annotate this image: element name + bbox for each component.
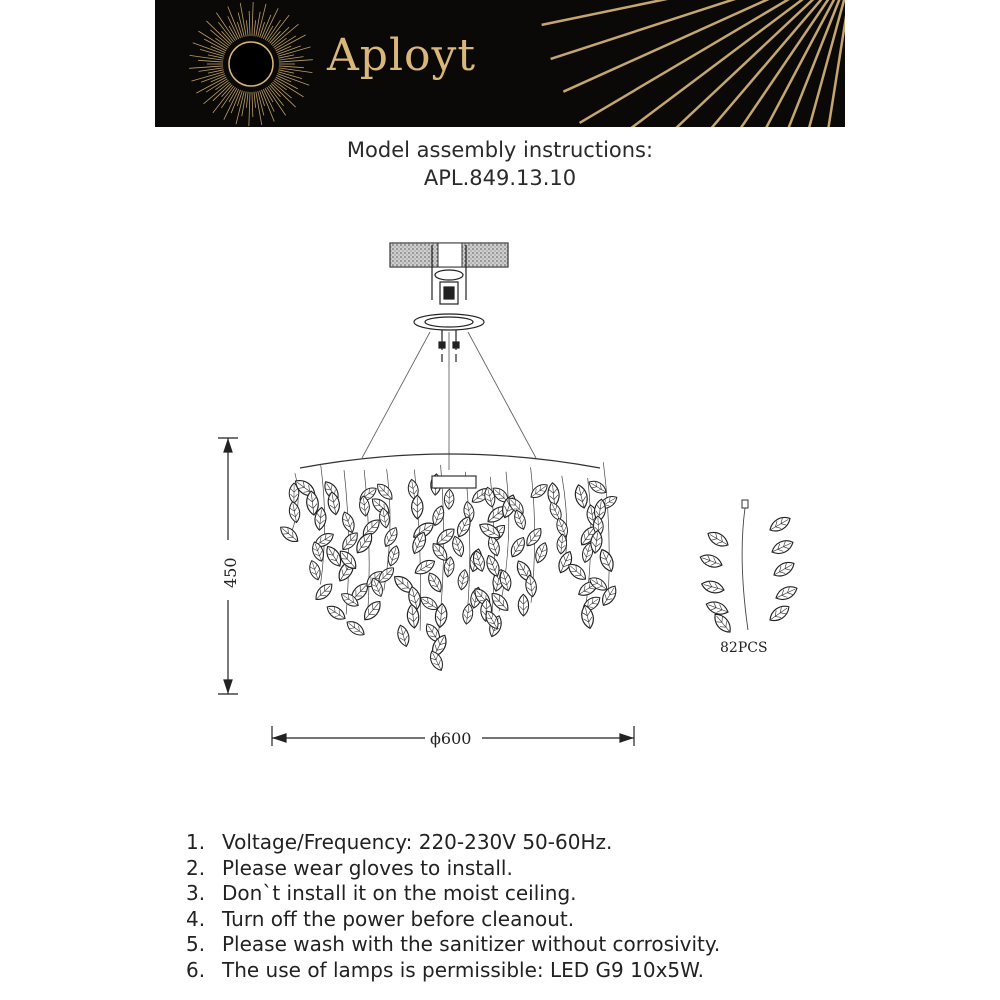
instruction-text: Don`t install it on the moist ceiling. xyxy=(222,881,577,905)
instruction-item xyxy=(186,881,720,907)
instruction-text: Please wash with the sanitizer without corrosivity. xyxy=(222,932,721,956)
instruction-text: Please wear gloves to install. xyxy=(222,855,513,880)
leaf-cluster xyxy=(277,462,619,672)
brand-name: Aployt xyxy=(327,30,477,81)
leaf-strand-icon xyxy=(698,500,799,636)
model-number: APL.849.13.10 xyxy=(423,166,577,190)
diameter-label: ϕ600 xyxy=(430,729,472,748)
instruction-item xyxy=(186,958,720,984)
page-title: Model assembly instructions: xyxy=(346,138,654,162)
height-label: 450 xyxy=(221,557,240,588)
instruction-number: 6. xyxy=(186,957,206,982)
instruction-text: Voltage/Frequency: 220-230V 50-60Hz. xyxy=(222,830,613,854)
instruction-number: 4. xyxy=(186,906,206,931)
instruction-text: The use of lamps is permissible: LED G9 10x5W. xyxy=(222,957,704,982)
leaf-count-label: 82PCS xyxy=(720,640,768,656)
instruction-item xyxy=(186,830,720,856)
instruction-item xyxy=(186,856,720,882)
instructions-list xyxy=(186,830,720,983)
instruction-number: 2. xyxy=(186,855,206,880)
instruction-item xyxy=(186,932,720,958)
instruction-number: 5. xyxy=(186,932,206,956)
instruction-text: Turn off the power before cleanout. xyxy=(222,906,575,931)
instruction-number: 1. xyxy=(186,830,206,854)
instruction-number: 3. xyxy=(186,881,206,905)
suspension-cables xyxy=(362,332,536,470)
instruction-item xyxy=(186,907,720,933)
ceiling-canopy-icon xyxy=(390,243,508,267)
